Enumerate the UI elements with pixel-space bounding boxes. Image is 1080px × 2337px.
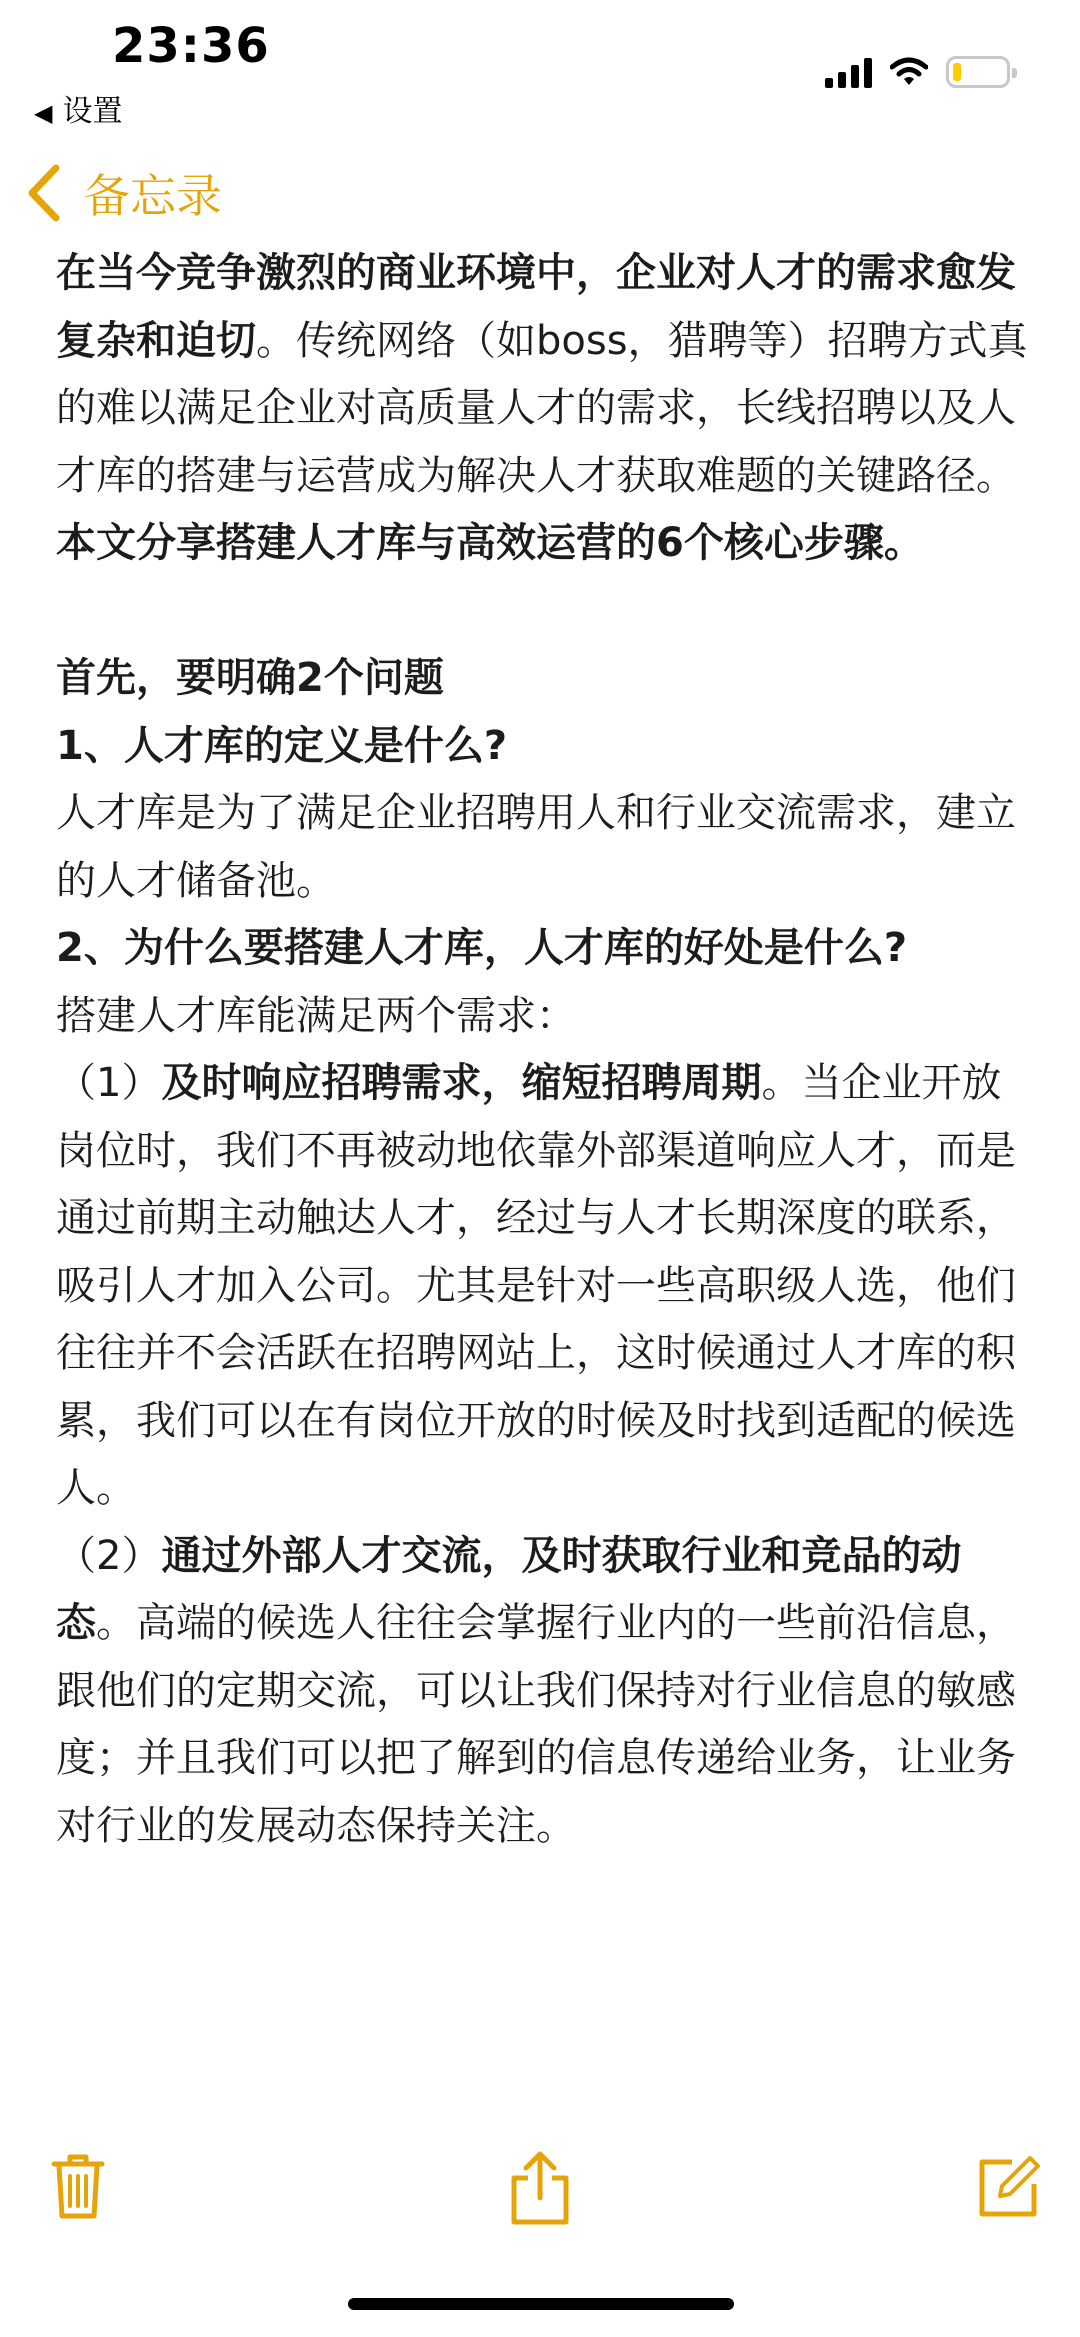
cellular-signal-icon xyxy=(825,56,872,88)
nav-back-button[interactable] xyxy=(22,160,222,226)
item-1-number: （1） xyxy=(56,1060,162,1106)
compose-icon[interactable] xyxy=(972,2152,1042,2222)
question-1: 1、人才库的定义是什么? xyxy=(56,722,508,769)
list-item-1 xyxy=(56,1050,1036,1523)
item-2-bold: 通过外部人才交流，及时获取行业和竞品的动态 xyxy=(56,1532,962,1646)
back-triangle-icon: ◀ xyxy=(34,99,53,127)
item-1-bold: 及时响应招聘需求，缩短招聘周期 xyxy=(161,1060,762,1106)
answer-2-intro: 搭建人才库能满足两个需求： xyxy=(56,992,576,1039)
trash-icon[interactable] xyxy=(48,2152,108,2222)
blank-line xyxy=(56,578,1036,646)
home-indicator[interactable] xyxy=(348,2298,734,2310)
item-2-rest: 。高端的候选人往往会掌握行业内的一些前沿信息，跟他们的定期交流，可以让我们保持对行业信息的敏感度；并且我们可以把了解到的信息传递给业务，让业务对行业的发展动态保持关注。 xyxy=(56,1600,1016,1849)
chevron-left-icon xyxy=(22,162,68,224)
note-body[interactable] xyxy=(56,240,1036,1860)
item-1-rest: 。当企业开放岗位时，我们不再被动地依靠外部渠道响应人才，而是通过前期主动触达人才，经过与人才长期深度的联系，吸引人才加入公司。尤其是针对一些高职级人选，他们往往并不会活跃在招聘网站上，这时候通过人才库的积累，我们可以在有岗位开放的时候及时找到适配的候选人。 xyxy=(56,1060,1016,1511)
nav-back-label: 备忘录 xyxy=(84,169,222,223)
answer-1: 人才库是为了满足企业招聘用人和行业交流需求，建立的人才储备池。 xyxy=(56,790,1016,904)
intro-bold: 在当今竞争激烈的商业环境中，企业对人才的需求愈发复杂和迫切 xyxy=(56,250,1016,364)
item-2-number: （2） xyxy=(56,1532,162,1579)
status-time: 23:36 xyxy=(112,18,270,74)
note-heading: 首先，要明确2个问题 xyxy=(56,655,444,701)
status-icons xyxy=(825,52,1010,92)
intro-rest: 。传统网络（如boss，猎聘等）招聘方式真的难以满足企业对高质量人才的需求，长线招聘以及人才库的搭建与运营成为解决人才获取难题的关键路径。 xyxy=(56,317,1028,499)
share-icon[interactable] xyxy=(508,2150,572,2226)
battery-icon xyxy=(946,56,1010,88)
back-app-label: 设置 xyxy=(62,94,123,129)
note-paragraph-intro xyxy=(56,240,1036,510)
wifi-icon xyxy=(890,57,928,87)
back-to-settings[interactable] xyxy=(34,86,122,130)
list-item-2 xyxy=(56,1523,1036,1861)
note-paragraph-summary: 本文分享搭建人才库与高效运营的6个核心步骤。 xyxy=(56,520,924,566)
question-2: 2、为什么要搭建人才库，人才库的好处是什么? xyxy=(56,925,908,971)
